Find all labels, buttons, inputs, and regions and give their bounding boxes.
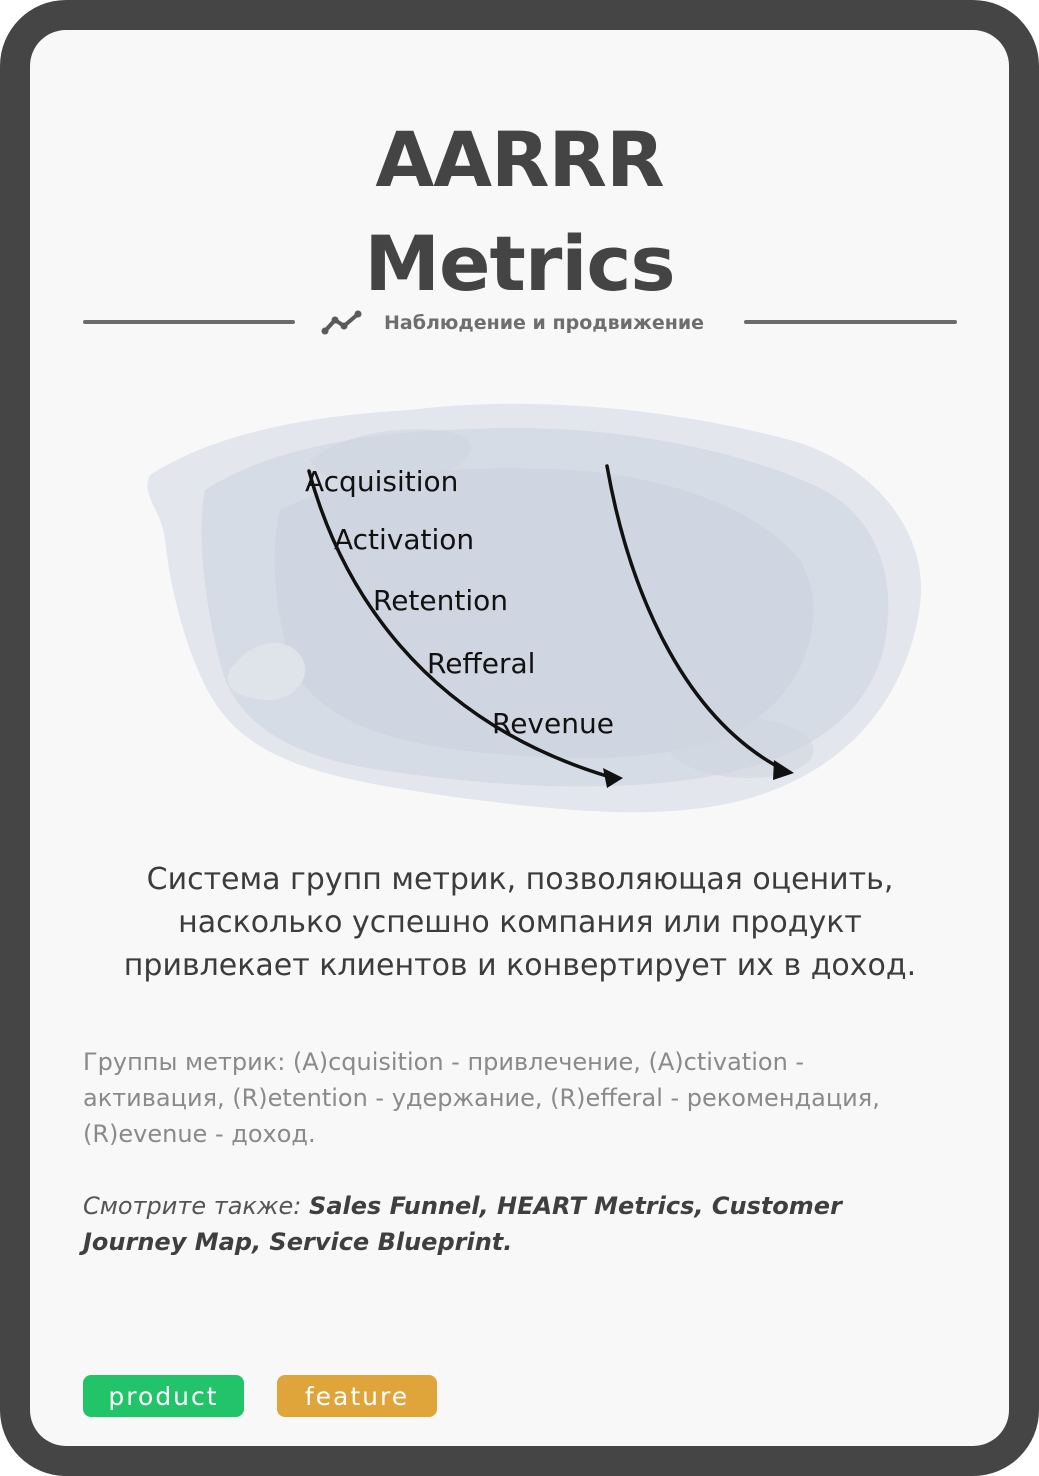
stage-activation: Activation [334, 523, 475, 556]
watercolor-background [110, 370, 950, 840]
stage-acquisition: Acquisition [305, 465, 459, 498]
stage-revenue: Revenue [492, 707, 614, 740]
tag-feature[interactable]: feature [277, 1375, 437, 1417]
tag-product[interactable]: product [83, 1375, 244, 1417]
category-label: Наблюдение и продвижение [384, 312, 705, 334]
stage-retention: Retention [373, 584, 509, 617]
trend-line-icon [320, 309, 366, 337]
divider-right [744, 320, 957, 324]
see-also-prefix: Смотрите также: [83, 1192, 310, 1220]
title-line-1: AARRR [375, 115, 664, 204]
method-card [30, 30, 1009, 1446]
title-line-2: Metrics [364, 219, 675, 308]
divider-left [83, 320, 295, 324]
card-title [30, 108, 1009, 316]
metric-groups-text: Группы метрик: (A)cquisition - привлечение, (A)ctivation - активация, (R)etention - удержание, (R)efferal - рекомендация, (R)evenue - доход. [83, 1048, 880, 1148]
stage-refferal: Refferal [427, 647, 536, 680]
see-also-links: Sales Funnel, HEART Metrics, Customer Journey Map, Service Blueprint. [83, 1192, 842, 1256]
category-label-group [320, 306, 704, 340]
funnel-illustration [110, 370, 950, 840]
see-also [83, 1188, 943, 1260]
card-description: Система групп метрик, позволяющая оценить, насколько успешно компания или продукт привлекает клиентов и конвертирует их в доход. [123, 862, 917, 983]
